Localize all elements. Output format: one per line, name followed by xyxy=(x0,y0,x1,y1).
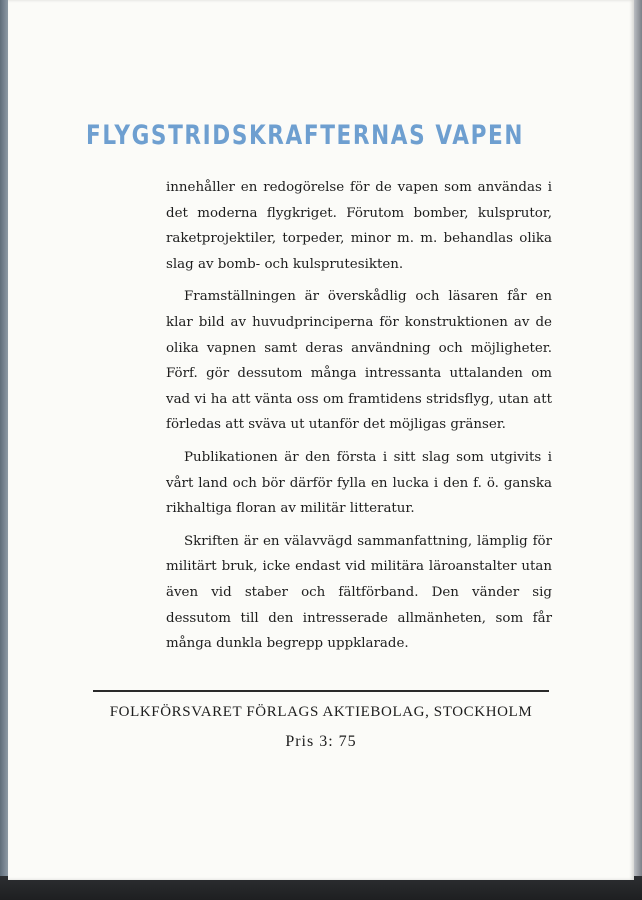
blurb-paragraph-4: Skriften är en välavvägd sammanfattning, lämplig för militärt bruk, icke endast vid militära läroanstalter utan även vid staber och fältförband. Den vänder sig dessutom till den intresserade allmänheten, som får många dunkla begrepp uppklarade. xyxy=(166,533,552,652)
scan-edge-left xyxy=(0,0,8,900)
publisher-line: FOLKFÖRSVARET FÖRLAGS AKTIEBOLAG, STOCKHOLM xyxy=(109,704,533,720)
price-line: Pris 3: 75 xyxy=(285,733,357,750)
blurb-text xyxy=(166,175,552,664)
divider-rule xyxy=(93,690,549,692)
book-title: FLYGSTRIDSKRAFTERNAS VAPEN xyxy=(86,120,525,151)
blurb-paragraph-2: Framställningen är överskådlig och läsaren får en klar bild av huvudprinciperna för konstruktionen av de olika vapnen samt deras användning och möjligheter. Förf. gör dessutom många intressanta uttalanden om vad vi ha att vänta oss om framtidens stridsflyg, utan att förledas att sväva ut utanför det möjligas gränser. xyxy=(166,289,552,433)
blurb-paragraph-1: innehåller en redogörelse för de vapen som användas i det moderna flygkriget. Förutom bomber, kulsprutor, raketprojektiler, torpeder, minor m. m. behandlas olika slag av bomb- och kulsprutesikten. xyxy=(166,180,552,272)
blurb-paragraph-3: Publikationen är den första i sitt slag som utgivits i vårt land och bör därför fylla en lucka i den f. ö. ganska rikhaltiga floran av militär litteratur. xyxy=(166,449,552,517)
